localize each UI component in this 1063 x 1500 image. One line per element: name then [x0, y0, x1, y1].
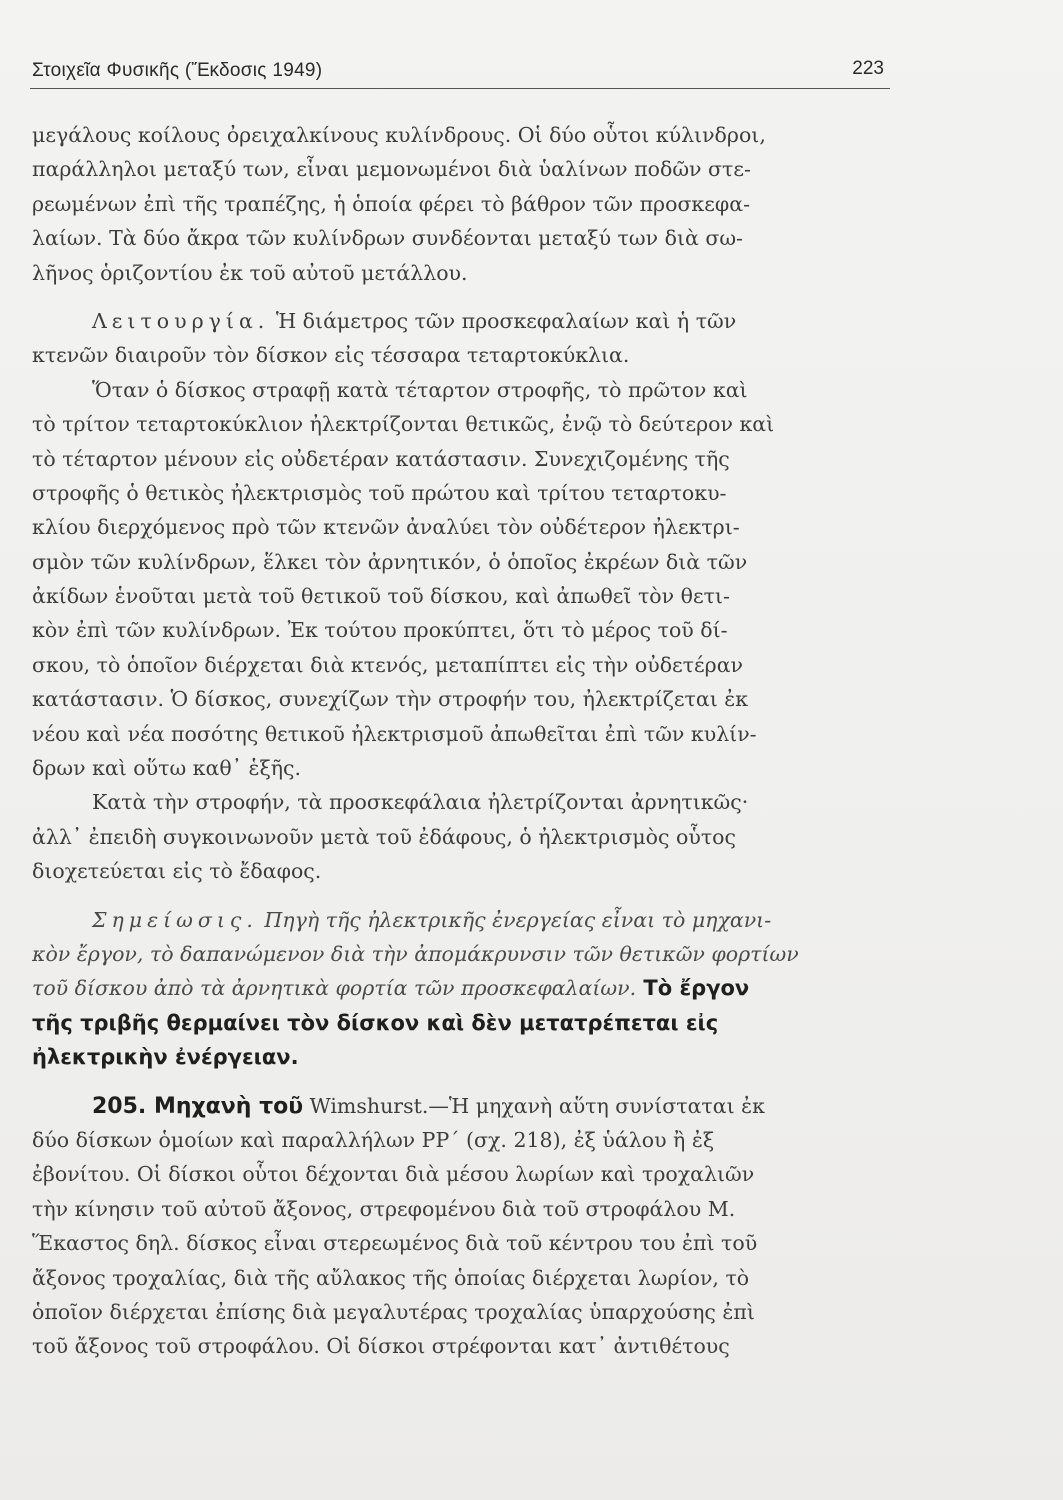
text-line: κὸν ἐπὶ τῶν κυλίνδρων. Ἐκ τούτου προκύπτει, ὅτι τὸ μέρος τοῦ δί- [32, 618, 728, 643]
paragraph-operation [32, 304, 898, 373]
page-number: 223 [852, 58, 884, 79]
text-line: σμὸν τῶν κυλίνδρων, ἕλκει τὸν ἀρνητικόν, ὁ ὁποῖος ἐκρέων διὰ τῶν [32, 549, 748, 574]
text-line: νέου καὶ νέα ποσότης θετικοῦ ἠλεκτρισμοῦ ἀπωθεῖται ἐπὶ τῶν κυλίν- [32, 721, 757, 746]
book-title: Στοιχεῖα Φυσικῆς (Ἔκδοσις 1949) [32, 60, 323, 81]
text-line: ἀλλ᾽ ἐπειδὴ συγκοινωνοῦν μετὰ τοῦ ἐδάφους, ὁ ἠλεκτρισμὸς οὗτος [32, 824, 736, 849]
paragraph-ground [32, 785, 898, 888]
text-line: στροφῆς ὁ θετικὸς ἠλεκτρισμὸς τοῦ πρώτου καὶ τρίτου τεταρτοκυ- [32, 480, 727, 505]
operation-text: Ἡ διάμετρος τῶν προσκεφαλαίων καὶ ἡ τῶν [269, 308, 737, 333]
section-title: 205. Μηχανὴ τοῦ [92, 1093, 304, 1119]
paragraph-note [32, 903, 898, 1075]
text-line: ρεωμένων ἐπὶ τῆς τραπέζης, ἡ ὁποία φέρει τὸ βάθρον τῶν προσκεφα- [32, 191, 750, 216]
page-body [32, 118, 898, 1364]
text-line: κατάστασιν. Ὁ δίσκος, συνεχίζων τὴν στροφήν του, ἠλεκτρίζεται ἐκ [32, 687, 749, 712]
text-line: τοῦ ἄξονος τοῦ στροφάλου. Οἱ δίσκοι στρέφονται κατ᾽ ἀντιθέτους [32, 1334, 730, 1359]
note-bold-text: Τὸ ἔργον [636, 976, 750, 1001]
text-line: κτενῶν διαιροῦν τὸν δίσκον εἰς τέσσαρα τεταρτοκύκλια. [32, 343, 630, 368]
text-line: τὴν κίνησιν τοῦ αὐτοῦ ἄξονος, στρεφομένου διὰ τοῦ στροφάλου Μ. [32, 1196, 736, 1221]
text-line: ἠλεκτρικὴν ἐνέργειαν. [32, 1045, 299, 1070]
note-heading: Σημείωσις. [92, 907, 258, 932]
text-line: τῆς τριβῆς θερμαίνει τὸν δίσκον καὶ δὲν μετατρέπεται εἰς [32, 1010, 719, 1035]
text-line: κλίου διερχόμενος πρὸ τῶν κτενῶν ἀναλύει τὸν οὐδέτερον ἠλεκτρι- [32, 515, 740, 540]
text-line: ἐβονίτου. Οἱ δίσκοι οὗτοι δέχονται διὰ μέσου λωρίων καὶ τροχαλιῶν [32, 1162, 755, 1187]
text-line [32, 903, 898, 937]
text-line: ἄξονος τροχαλίας, διὰ τῆς αὔλακος τῆς ὁποίας διέρχεται λωρίον, τὸ [32, 1265, 750, 1290]
text-line: τὸ τέταρτον μένουν εἰς οὐδετέραν κατάστασιν. Συνεχιζομένης τῆς [32, 446, 730, 471]
operation-heading: Λειτουργία. [92, 308, 270, 333]
text-line: Κατὰ τὴν στροφήν, τὰ προσκεφάλαια ἠλετρίζονται ἀρνητικῶς· [92, 790, 749, 815]
text-line [32, 971, 898, 1005]
text-line: λαίων. Τὰ δύο ἄκρα τῶν κυλίνδρων συνδέονται μεταξύ των διὰ σω- [32, 226, 743, 251]
text-line [32, 304, 898, 338]
text-line [32, 1089, 898, 1123]
paragraph-cylinders [32, 118, 898, 290]
text-line: ὁποῖον διέρχεται ἐπίσης διὰ μεγαλυτέρας τροχαλίας ὑπαρχούσης ἐπὶ [32, 1299, 755, 1324]
text-line: παράλληλοι μεταξύ των, εἶναι μεμονωμένοι διὰ ὑαλίνων ποδῶν στε- [32, 157, 751, 182]
section-205 [32, 1089, 898, 1364]
text-line: δύο δίσκων ὁμοίων καὶ παραλλήλων PP΄ (σχ. 218), ἐξ ὑάλου ἢ ἐξ [32, 1127, 715, 1152]
paragraph-rotation [32, 373, 898, 786]
text-line: σκου, τὸ ὁποῖον διέρχεται διὰ κτενός, μεταπίπτει εἰς τὴν οὐδετέραν [32, 652, 743, 677]
text-line: κὸν ἔργον, τὸ δαπανώμενον διὰ τὴν ἀπομάκρυνσιν τῶν θετικῶν φορτίων [32, 941, 799, 966]
note-text: Πηγὴ τῆς ἠλεκτρικῆς ἐνεργείας εἶναι τὸ μηχανι- [257, 907, 772, 932]
text-line: δρων καὶ οὕτω καθ᾽ ἑξῆς. [32, 756, 302, 781]
section-text: —Ἡ μηχανὴ αὕτη συνίσταται ἐκ [428, 1093, 765, 1118]
text-line: μεγάλους κοίλους ὀρειχαλκίνους κυλίνδρους. Οἱ δύο οὗτοι κύλινδροι, [32, 123, 766, 147]
section-title-name: Wimshurst. [303, 1093, 429, 1118]
note-text: τοῦ δίσκου ἀπὸ τὰ ἀρνητικὰ φορτία τῶν προσκεφαλαίων. [32, 976, 637, 1001]
text-line: λῆνος ὁριζοντίου ἐκ τοῦ αὐτοῦ μετάλλου. [32, 260, 468, 285]
text-line: ἀκίδων ἑνοῦται μετὰ τοῦ θετικοῦ τοῦ δίσκου, καὶ ἀπωθεῖ τὸν θετι- [32, 584, 730, 609]
text-line: διοχετεύεται εἰς τὸ ἔδαφος. [32, 859, 322, 884]
text-line: τὸ τρίτον τεταρτοκύκλιον ἠλεκτρίζονται θετικῶς, ἐνῷ τὸ δεύτερον καὶ [32, 412, 775, 437]
running-header [30, 56, 890, 89]
text-line: Ὅταν ὁ δίσκος στραφῇ κατὰ τέταρτον στροφῆς, τὸ πρῶτον καὶ [92, 377, 748, 402]
text-line: Ἕκαστος δηλ. δίσκος εἶναι στερεωμένος διὰ τοῦ κέντρου του ἐπὶ τοῦ [32, 1231, 758, 1256]
